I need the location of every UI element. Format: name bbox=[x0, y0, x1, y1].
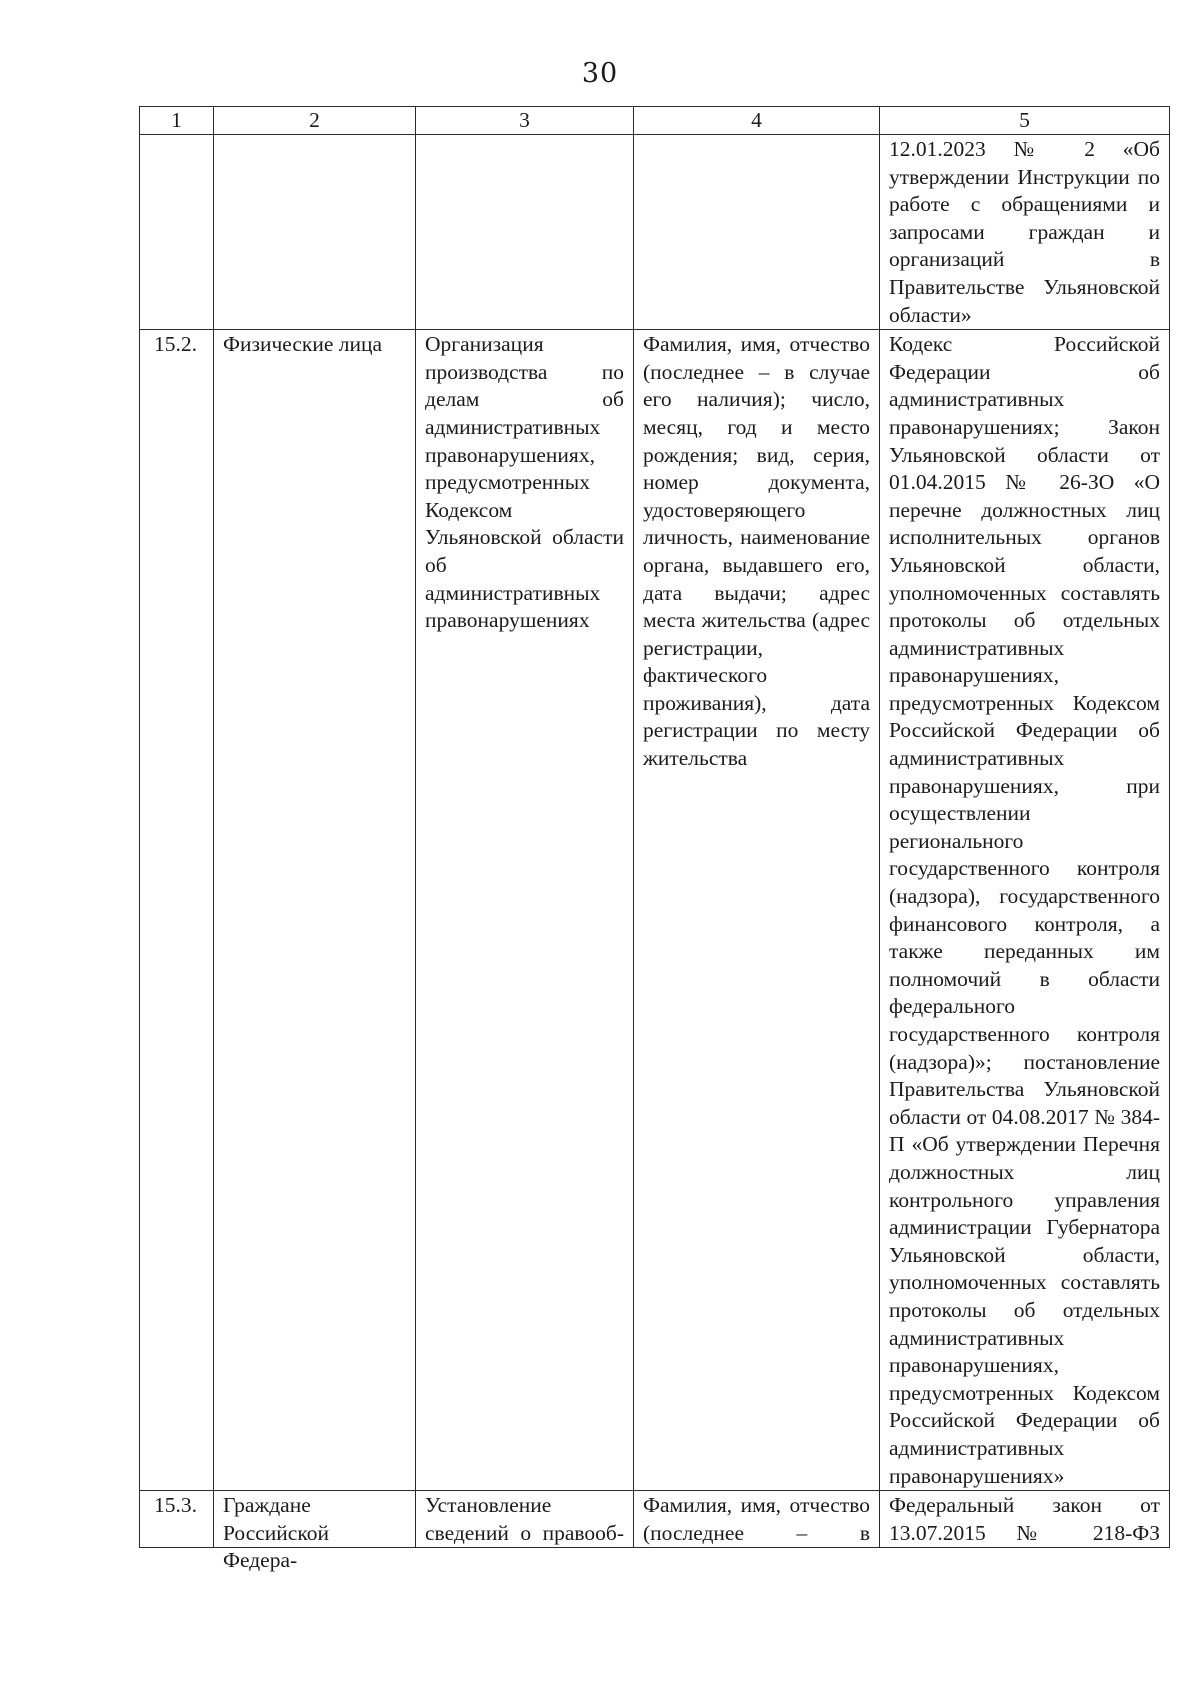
table-row bbox=[140, 135, 1170, 330]
header-row bbox=[140, 107, 1170, 135]
cell-purpose bbox=[416, 1491, 634, 1548]
cell-data-list bbox=[634, 1491, 880, 1548]
column-header-4: 4 bbox=[634, 107, 880, 135]
cell-legal-basis bbox=[880, 1491, 1170, 1548]
cell-legal-basis-text: Федеральный закон от 13.07.2015 № 218-ФЗ bbox=[889, 1493, 1160, 1545]
column-header-5: 5 bbox=[880, 107, 1170, 135]
cell-subject-text: Граждане Российской Федера- bbox=[223, 1493, 329, 1573]
cell-purpose-text: Установление сведений о правооб- bbox=[425, 1493, 624, 1545]
data-table bbox=[139, 106, 1170, 1573]
cell-data-list bbox=[634, 135, 880, 330]
cell-number: 15.2. bbox=[140, 330, 214, 1491]
column-header-3: 3 bbox=[416, 107, 634, 135]
table-row bbox=[140, 330, 1170, 1491]
cell-purpose: Организация производства по делам об административных правонарушениях, предусмотренных Кодексом Ульяновской области об административных правонарушениях bbox=[416, 330, 634, 1491]
page-number: 30 bbox=[581, 58, 619, 89]
cell-number bbox=[140, 1491, 214, 1548]
cell-legal-basis: 12.01.2023 № 2 «Об утверждении Инструкции по работе с обращениями и запросами граждан и организаций в Правительстве Ульяновской области» bbox=[880, 135, 1170, 330]
column-header-1: 1 bbox=[140, 107, 214, 135]
cell-legal-basis: Кодекс Российской Федерации об административных правонарушениях; Закон Ульяновской области от 01.04.2015 № 26-ЗО «О перечне должностных лиц исполнительных органов Ульяновской области, уполномоченных составлять протоколы об отдельных административных правонарушениях, предусмотренных Кодексом Российской Федерации об административных правонарушениях, при осуществлении регионального государственного контроля (надзора), государственного финансового контроля, а также переданных им полномочий в области федерального государственного контроля (надзора)»; постановление Правительства Ульяновской области от 04.08.2017 № 384-П «Об утверждении Перечня должностных лиц контрольного управления администрации Губернатора Ульяновской области, уполномоченных составлять протоколы об отдельных административных правонарушениях, предусмотренных Кодексом Российской Федерации об административных правонарушениях» bbox=[880, 330, 1170, 1491]
cell-data-list: Фамилия, имя, отчество (последнее – в случае его наличия); число, месяц, год и место рождения; вид, серия, номер документа, удостоверяющего личность, наименование органа, выдавшего его, дата выдачи; адрес места жительства (адрес регистрации, фактического проживания), дата регистрации по месту жительства bbox=[634, 330, 880, 1491]
cell-subject: Физические лица bbox=[214, 330, 416, 1491]
table-row bbox=[140, 1491, 1170, 1548]
cell-number bbox=[140, 135, 214, 330]
cell-data-list-text: Фамилия, имя, отчество (последнее – в bbox=[643, 1493, 870, 1545]
cell-number-text: 15.3. bbox=[154, 1493, 197, 1518]
column-header-2: 2 bbox=[214, 107, 416, 135]
cell-purpose bbox=[416, 135, 634, 330]
cell-subject bbox=[214, 1491, 416, 1573]
cell-subject bbox=[214, 135, 416, 330]
